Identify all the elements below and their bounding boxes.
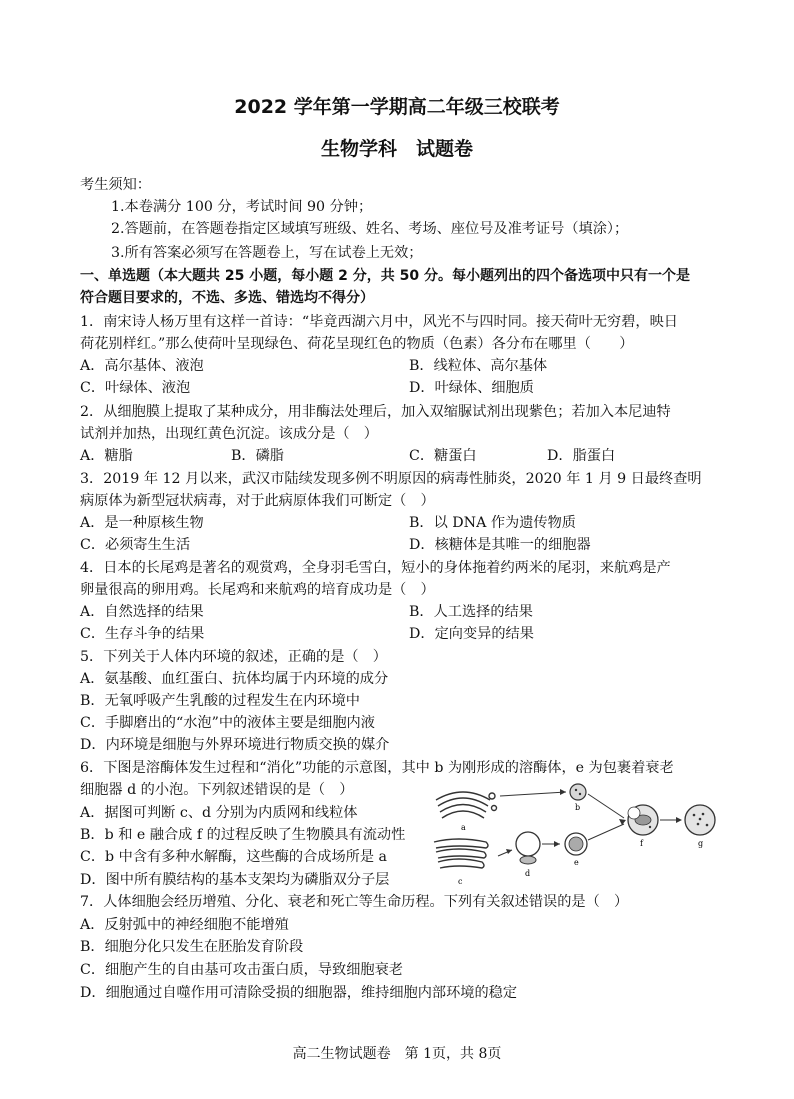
notice-item-3: 3.所有答案必须写在答题卷上，写在试卷上无效；: [111, 245, 423, 261]
q6-option-d: D．图中所有膜结构的基本支架均为磷脂双分子层: [80, 872, 390, 888]
q3-stem-1: 3．2019 年 12 月以来，武汉市陆续发现多例不明原因的病毒性肺炎，2020 年 1 月 9 日最终查明: [80, 471, 702, 487]
arrow-a-b: [500, 792, 566, 796]
mitochondrion-d: [520, 856, 536, 864]
q1-option-d: D．叶绿体、细胞质: [409, 380, 534, 396]
lysosome-diagram: [428, 780, 728, 890]
q2-option-b: B．磷脂: [231, 448, 284, 464]
q6-option-c: C．b 中含有多种水解酶，这些酶的合成场所是 a: [80, 849, 387, 865]
q4-option-c: C．生存斗争的结果: [80, 626, 205, 642]
q4-option-d: D．定向变异的结果: [409, 626, 534, 642]
q5-stem-1: 5．下列关于人体内环境的叙述，正确的是（ ）: [80, 649, 387, 665]
notice-item-1: 1.本卷满分 100 分，考试时间 90 分钟；: [111, 199, 373, 215]
label-c: c: [458, 877, 463, 886]
q7-option-c: C．细胞产生的自由基可攻击蛋白质，导致细胞衰老: [80, 962, 403, 978]
q2-stem-2: 试剂并加热，出现红黄色沉淀。该成分是（ ）: [80, 426, 378, 442]
q4-option-b: B．人工选择的结果: [409, 604, 533, 620]
q7-option-b: B．细胞分化只发生在胚胎发育阶段: [80, 939, 304, 955]
q3-stem-2: 病原体为新型冠状病毒，对于此病原体我们可断定（ ）: [80, 493, 435, 509]
q6-stem-1: 6．下图是溶酶体发生过程和“消化”功能的示意图，其中 b 为刚形成的溶酶体，e 为包裹着衰老: [80, 760, 674, 776]
label-a: a: [461, 823, 466, 832]
q2-option-a: A．糖脂: [80, 448, 133, 464]
q5-option-b: B．无氧呼吸产生乳酸的过程发生在内环境中: [80, 693, 360, 709]
q3-option-c: C．必须寄生生活: [80, 537, 191, 553]
q6-option-b: B．b 和 e 融合成 f 的过程反映了生物膜具有流动性: [80, 827, 406, 843]
section-heading-line2: 符合题目要求的，不选、多选、错选均不得分）: [80, 290, 374, 306]
label-e: e: [574, 858, 579, 867]
arrow-b-f: [588, 794, 624, 818]
q4-stem-1: 4．日本的长尾鸡是著名的观赏鸡，全身羽毛雪白，短小的身体拖着约两米的尾羽，来航鸡是产: [80, 560, 671, 576]
exam-subtitle: 生物学科 试题卷: [320, 138, 473, 160]
q2-option-c: C．糖蛋白: [409, 448, 477, 464]
q3-option-a: A．是一种原核生物: [80, 515, 204, 531]
exam-title: 2022 学年第一学期高二年级三校联考: [234, 96, 560, 118]
q1-option-a: A．高尔基体、液泡: [80, 358, 204, 374]
q6-stem-2: 细胞器 d 的小泡。下列叙述错误的是（ ）: [80, 782, 354, 798]
q5-option-a: A．氨基酸、血红蛋白、抗体均属于内环境的成分: [80, 671, 389, 687]
forming-vesicle: [516, 832, 540, 856]
q1-option-c: C．叶绿体、液泡: [80, 380, 191, 396]
page-footer: 高二生物试题卷 第 1页，共 8页: [292, 1046, 502, 1062]
q6-option-a: A．据图可判断 c、d 分别为内质网和线粒体: [80, 805, 358, 821]
label-d: d: [525, 869, 531, 878]
arrow-e-f: [588, 824, 624, 840]
q5-option-d: D．内环境是细胞与外界环境进行物质交换的媒介: [80, 737, 390, 753]
lysosome-b: [570, 784, 586, 800]
q2-stem-1: 2．从细胞膜上提取了某种成分，用非酶法处理后，加入双缩脲试剂出现紫色；若加入本尼迪特: [80, 404, 671, 420]
q4-option-a: A．自然选择的结果: [80, 604, 204, 620]
q1-stem-2: 荷花别样红。”那么使荷叶呈现绿色、荷花呈现红色的物质（色素）各分布在哪里（ ）: [80, 336, 634, 352]
q1-option-b: B．线粒体、高尔基体: [409, 358, 548, 374]
q7-option-d: D．细胞通过自噬作用可清除受损的细胞器，维持细胞内部环境的稳定: [80, 985, 518, 1001]
q5-option-c: C．手脚磨出的“水泡”中的液体主要是细胞内液: [80, 715, 375, 731]
label-f: f: [640, 839, 643, 848]
notice-item-2: 2.答题前，在答题卷指定区域填写班级、姓名、考场、座位号及准考证号（填涂）；: [111, 221, 629, 237]
q7-option-a: A．反射弧中的神经细胞不能增殖: [80, 917, 289, 933]
q7-stem-1: 7．人体细胞会经历增殖、分化、衰老和死亡等生命历程。下列有关叙述错误的是（ ）: [80, 894, 629, 910]
q2-option-d: D．脂蛋白: [547, 448, 616, 464]
label-g: g: [698, 839, 704, 848]
q3-option-b: B．以 DNA 作为遗传物质: [409, 515, 576, 531]
section-heading-line1: 一、单选题（本大题共 25 小题，每小题 2 分，共 50 分。每小题列出的四个备选项中只有一个是: [80, 268, 690, 284]
notice-heading: 考生须知：: [80, 177, 151, 193]
q4-stem-2: 卵量很高的卵用鸡。长尾鸡和来航鸡的培育成功是（ ）: [80, 582, 435, 598]
golgi-apparatus: [436, 792, 497, 818]
q1-stem-1: 1．南宋诗人杨万里有这样一首诗：“毕竟西湖六月中，风光不与四时同。接天荷叶无穷碧，映日: [80, 314, 678, 330]
endoplasmic-reticulum: [434, 839, 488, 868]
label-b: b: [575, 803, 581, 812]
q3-option-d: D．核糖体是其唯一的细胞器: [409, 537, 591, 553]
